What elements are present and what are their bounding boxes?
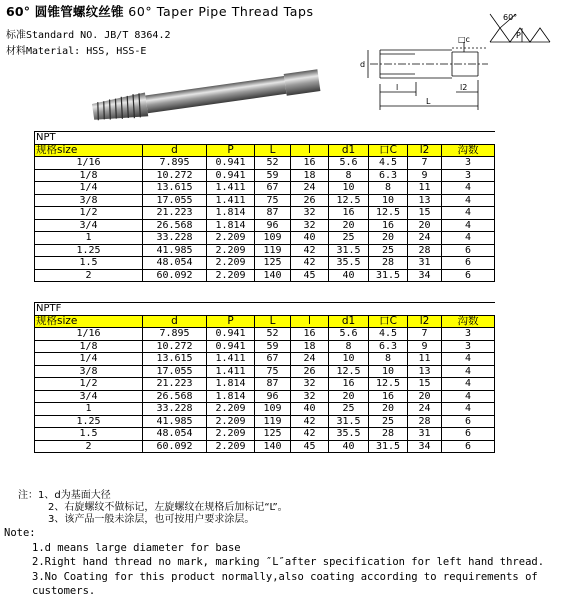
- table-cell: 6: [442, 257, 495, 270]
- table-cell: 20: [329, 219, 369, 232]
- title-cn: 60° 圆锥管螺纹丝锥: [6, 4, 124, 19]
- table-cell: 6: [442, 428, 495, 441]
- title-en: 60° Taper Pipe Thread Taps: [128, 4, 314, 19]
- table-cell: 15: [408, 207, 442, 220]
- table-cell: 40: [329, 440, 369, 453]
- column-header: L: [255, 315, 291, 328]
- table-row: [35, 157, 495, 170]
- table-row: [35, 428, 495, 441]
- table-cell: 12.5: [369, 378, 408, 391]
- table-cell: 17.055: [143, 194, 207, 207]
- table-cell: 6.3: [369, 169, 408, 182]
- column-header: 沟数: [442, 315, 495, 328]
- table-cell: 1: [35, 403, 143, 416]
- table-cell: 0.941: [207, 328, 255, 341]
- table-cell: 40: [291, 232, 329, 245]
- column-header: d: [143, 315, 207, 328]
- table-cell: 2: [35, 440, 143, 453]
- table-cell: 125: [255, 428, 291, 441]
- table-cell: 18: [291, 340, 329, 353]
- table-cell: 33.228: [143, 403, 207, 416]
- table-cell: 4: [442, 207, 495, 220]
- table-row: [35, 219, 495, 232]
- table-cell: 13: [408, 194, 442, 207]
- table-cell: 11: [408, 182, 442, 195]
- note-cn-2: 2、右旋螺纹不做标记，左旋螺纹在规格后加标记“L”。: [48, 502, 288, 513]
- table-cell: 28: [369, 428, 408, 441]
- table-cell: 6: [442, 244, 495, 257]
- table-cell: 31.5: [329, 415, 369, 428]
- table-row: [35, 415, 495, 428]
- tap-photo: [86, 66, 326, 126]
- table-cell: 25: [329, 232, 369, 245]
- table-row: [35, 257, 495, 270]
- table-cell: 2.209: [207, 257, 255, 270]
- table-cell: 16: [291, 328, 329, 341]
- table-cell: 1.411: [207, 365, 255, 378]
- table-cell: 3: [442, 340, 495, 353]
- table-cell: 59: [255, 169, 291, 182]
- standard-line: 标准Standard NO. JB/T 8364.2: [6, 30, 171, 41]
- table-cell: 1/8: [35, 169, 143, 182]
- column-header: l: [291, 144, 329, 157]
- table-row: [35, 169, 495, 182]
- table-cell: 24: [291, 182, 329, 195]
- column-header: 口C: [369, 144, 408, 157]
- table-row: [35, 378, 495, 391]
- table-cell: 140: [255, 440, 291, 453]
- table-cell: 9: [408, 340, 442, 353]
- table-cell: 16: [369, 390, 408, 403]
- table-cell: 16: [291, 157, 329, 170]
- note-en-1: 1.d means large diameter for base: [32, 541, 241, 554]
- table-row: [35, 269, 495, 282]
- material-line: 材料Material: HSS, HSS-E: [6, 46, 147, 57]
- table-cell: 25: [329, 403, 369, 416]
- table-cell: 4: [442, 403, 495, 416]
- table-cell: 3/4: [35, 219, 143, 232]
- table-cell: 21.223: [143, 378, 207, 391]
- table-header-row: [35, 144, 495, 157]
- table-cell: 24: [408, 232, 442, 245]
- table-cell: 13.615: [143, 182, 207, 195]
- note-en-heading: Note:: [4, 527, 36, 539]
- table-cell: 26.568: [143, 390, 207, 403]
- table-cell: 16: [329, 207, 369, 220]
- note-en-4: customers.: [32, 585, 96, 597]
- table-cell: 20: [369, 403, 408, 416]
- table-cell: 42: [291, 257, 329, 270]
- table-cell: 96: [255, 390, 291, 403]
- table-cell: 1/2: [35, 378, 143, 391]
- table-cell: 3: [442, 157, 495, 170]
- table-cell: 119: [255, 244, 291, 257]
- table-cell: 4: [442, 219, 495, 232]
- table-row: [35, 365, 495, 378]
- table-cell: 1.814: [207, 390, 255, 403]
- table-cell: 4: [442, 390, 495, 403]
- table-cell: 2.209: [207, 232, 255, 245]
- table-cell: 31: [408, 257, 442, 270]
- table-cell: 26: [291, 365, 329, 378]
- table-cell: 21.223: [143, 207, 207, 220]
- table-cell: 1.411: [207, 194, 255, 207]
- column-header: 沟数: [442, 144, 495, 157]
- table-cell: 3: [442, 169, 495, 182]
- table-cell: 8: [329, 340, 369, 353]
- table-cell: 1.25: [35, 244, 143, 257]
- table-cell: 20: [369, 232, 408, 245]
- table-cell: 1: [35, 232, 143, 245]
- table-cell: 1.5: [35, 428, 143, 441]
- table-caption: NPT: [35, 132, 495, 145]
- table-cell: 1.411: [207, 182, 255, 195]
- table-cell: 35.5: [329, 428, 369, 441]
- table-row: [35, 232, 495, 245]
- note-en-2: 2.Right hand thread no mark, marking ″L″after specification for left hand thread.: [32, 556, 545, 568]
- table-cell: 6: [442, 269, 495, 282]
- table-cell: 28: [369, 257, 408, 270]
- table-cell: 6.3: [369, 340, 408, 353]
- table-cell: 26.568: [143, 219, 207, 232]
- table-cell: 11: [408, 353, 442, 366]
- table-cell: 140: [255, 269, 291, 282]
- table-row: [35, 440, 495, 453]
- table-row: [35, 244, 495, 257]
- table-cell: 1/8: [35, 340, 143, 353]
- label-l: l: [396, 83, 399, 92]
- column-header: l2: [408, 144, 442, 157]
- table-cell: 34: [408, 269, 442, 282]
- table-header-row: [35, 315, 495, 328]
- table-cell: 34: [408, 440, 442, 453]
- column-header: L: [255, 144, 291, 157]
- table-cell: 40: [291, 403, 329, 416]
- page-title: [6, 2, 314, 20]
- table-cell: 119: [255, 415, 291, 428]
- table-cell: 4: [442, 232, 495, 245]
- tap-technical-drawing: [340, 12, 558, 124]
- table-cell: 10: [329, 182, 369, 195]
- table-cell: 16: [329, 378, 369, 391]
- table-cell: 52: [255, 157, 291, 170]
- table-cell: 35.5: [329, 257, 369, 270]
- table-cell: 4: [442, 378, 495, 391]
- table-cell: 7.895: [143, 157, 207, 170]
- table-cell: 3: [442, 328, 495, 341]
- table-cell: 1.25: [35, 415, 143, 428]
- table-cell: 45: [291, 269, 329, 282]
- column-header: d1: [329, 315, 369, 328]
- table-cell: 28: [408, 244, 442, 257]
- table-cell: 17.055: [143, 365, 207, 378]
- notes-cn: [18, 490, 288, 526]
- table-cell: 1.411: [207, 353, 255, 366]
- table-cell: 10: [369, 365, 408, 378]
- table-cell: 25: [369, 244, 408, 257]
- table-cell: 125: [255, 257, 291, 270]
- notes-en: [4, 526, 544, 599]
- table-cell: 41.985: [143, 244, 207, 257]
- table-cell: 16: [369, 219, 408, 232]
- column-header: d1: [329, 144, 369, 157]
- table-cell: 1/4: [35, 182, 143, 195]
- table-cell: 3/8: [35, 194, 143, 207]
- table-cell: 10: [369, 194, 408, 207]
- table-row: [35, 182, 495, 195]
- table-cell: 1/16: [35, 157, 143, 170]
- table-cell: 1.814: [207, 219, 255, 232]
- table-cell: 2.209: [207, 269, 255, 282]
- table-cell: 59: [255, 340, 291, 353]
- table-cell: 15: [408, 378, 442, 391]
- table-cell: 8: [329, 169, 369, 182]
- table-cell: 42: [291, 415, 329, 428]
- table-cell: 10.272: [143, 169, 207, 182]
- table-cell: 32: [291, 207, 329, 220]
- column-header: P: [207, 315, 255, 328]
- table-cell: 1/16: [35, 328, 143, 341]
- table-cell: 1.5: [35, 257, 143, 270]
- table-cell: 60.092: [143, 269, 207, 282]
- label-p: P: [516, 31, 521, 40]
- table-caption: NPTF: [35, 303, 495, 316]
- table-cell: 4: [442, 182, 495, 195]
- table-cell: 4: [442, 353, 495, 366]
- note-en-3: 3.No Coating for this product normally,also coating according to requirements of: [32, 570, 538, 583]
- table-cell: 1/2: [35, 207, 143, 220]
- table-cell: 40: [329, 269, 369, 282]
- table-row: [35, 390, 495, 403]
- table-cell: 0.941: [207, 157, 255, 170]
- table-cell: 26: [291, 194, 329, 207]
- table-cell: 13.615: [143, 353, 207, 366]
- table-cell: 31: [408, 428, 442, 441]
- table-cell: 96: [255, 219, 291, 232]
- table-cell: 31.5: [329, 244, 369, 257]
- table-cell: 28: [408, 415, 442, 428]
- table-cell: 20: [408, 390, 442, 403]
- note-cn-3: 3、该产品一般未涂层，也可按用户要求涂层。: [48, 514, 255, 525]
- label-dc: □c: [458, 35, 470, 44]
- table-cell: 67: [255, 353, 291, 366]
- npt-table: [34, 131, 495, 282]
- table-cell: 7.895: [143, 328, 207, 341]
- table-cell: 5.6: [329, 328, 369, 341]
- table-cell: 1.814: [207, 378, 255, 391]
- table-row: [35, 207, 495, 220]
- table-cell: 8: [369, 353, 408, 366]
- table-cell: 52: [255, 328, 291, 341]
- table-cell: 1/4: [35, 353, 143, 366]
- table-cell: 2.209: [207, 244, 255, 257]
- column-header: l2: [408, 315, 442, 328]
- table-cell: 0.941: [207, 169, 255, 182]
- table-cell: 33.228: [143, 232, 207, 245]
- table-row: [35, 353, 495, 366]
- label-l2: l2: [460, 83, 468, 92]
- table-cell: 7: [408, 157, 442, 170]
- table-cell: 2.209: [207, 440, 255, 453]
- table-cell: 41.985: [143, 415, 207, 428]
- table-cell: 12.5: [329, 365, 369, 378]
- table-cell: 48.054: [143, 257, 207, 270]
- table-cell: 5.6: [329, 157, 369, 170]
- table-cell: 6: [442, 440, 495, 453]
- table-cell: 75: [255, 365, 291, 378]
- table-cell: 75: [255, 194, 291, 207]
- table-cell: 3/4: [35, 390, 143, 403]
- column-header: P: [207, 144, 255, 157]
- nptf-table: [34, 302, 495, 453]
- table-cell: 1.814: [207, 207, 255, 220]
- table-cell: 67: [255, 182, 291, 195]
- table-cell: 109: [255, 403, 291, 416]
- table-cell: 48.054: [143, 428, 207, 441]
- column-header: l: [291, 315, 329, 328]
- table-cell: 45: [291, 440, 329, 453]
- table-cell: 24: [408, 403, 442, 416]
- table-cell: 4: [442, 194, 495, 207]
- table-row: [35, 328, 495, 341]
- table-cell: 2.209: [207, 415, 255, 428]
- table-cell: 2.209: [207, 403, 255, 416]
- table-cell: 0.941: [207, 340, 255, 353]
- table-cell: 3/8: [35, 365, 143, 378]
- table-cell: 42: [291, 428, 329, 441]
- table-cell: 32: [291, 219, 329, 232]
- table-cell: 31.5: [369, 440, 408, 453]
- table-cell: 12.5: [369, 207, 408, 220]
- table-cell: 31.5: [369, 269, 408, 282]
- table-row: [35, 340, 495, 353]
- table-cell: 12.5: [329, 194, 369, 207]
- column-header: 规格size: [35, 144, 143, 157]
- label-L: L: [426, 97, 431, 106]
- table-cell: 87: [255, 207, 291, 220]
- table-cell: 42: [291, 244, 329, 257]
- table-cell: 60.092: [143, 440, 207, 453]
- table-cell: 2: [35, 269, 143, 282]
- label-d: d: [360, 60, 366, 69]
- table-cell: 13: [408, 365, 442, 378]
- table-cell: 20: [408, 219, 442, 232]
- table-cell: 4.5: [369, 328, 408, 341]
- table-cell: 18: [291, 169, 329, 182]
- table-cell: 9: [408, 169, 442, 182]
- table-cell: 20: [329, 390, 369, 403]
- table-cell: 10: [329, 353, 369, 366]
- column-header: d: [143, 144, 207, 157]
- table-row: [35, 403, 495, 416]
- note-cn-1: 注：1、d为基面大径: [18, 490, 111, 501]
- table-cell: 109: [255, 232, 291, 245]
- table-cell: 4.5: [369, 157, 408, 170]
- table-cell: 7: [408, 328, 442, 341]
- table-cell: 87: [255, 378, 291, 391]
- column-header: 规格size: [35, 315, 143, 328]
- table-cell: 6: [442, 415, 495, 428]
- table-cell: 8: [369, 182, 408, 195]
- label-angle: 60°: [503, 13, 518, 22]
- table-row: [35, 194, 495, 207]
- table-cell: 2.209: [207, 428, 255, 441]
- column-header: 口C: [369, 315, 408, 328]
- table-cell: 25: [369, 415, 408, 428]
- table-cell: 32: [291, 378, 329, 391]
- table-cell: 10.272: [143, 340, 207, 353]
- table-cell: 4: [442, 365, 495, 378]
- table-cell: 32: [291, 390, 329, 403]
- table-cell: 24: [291, 353, 329, 366]
